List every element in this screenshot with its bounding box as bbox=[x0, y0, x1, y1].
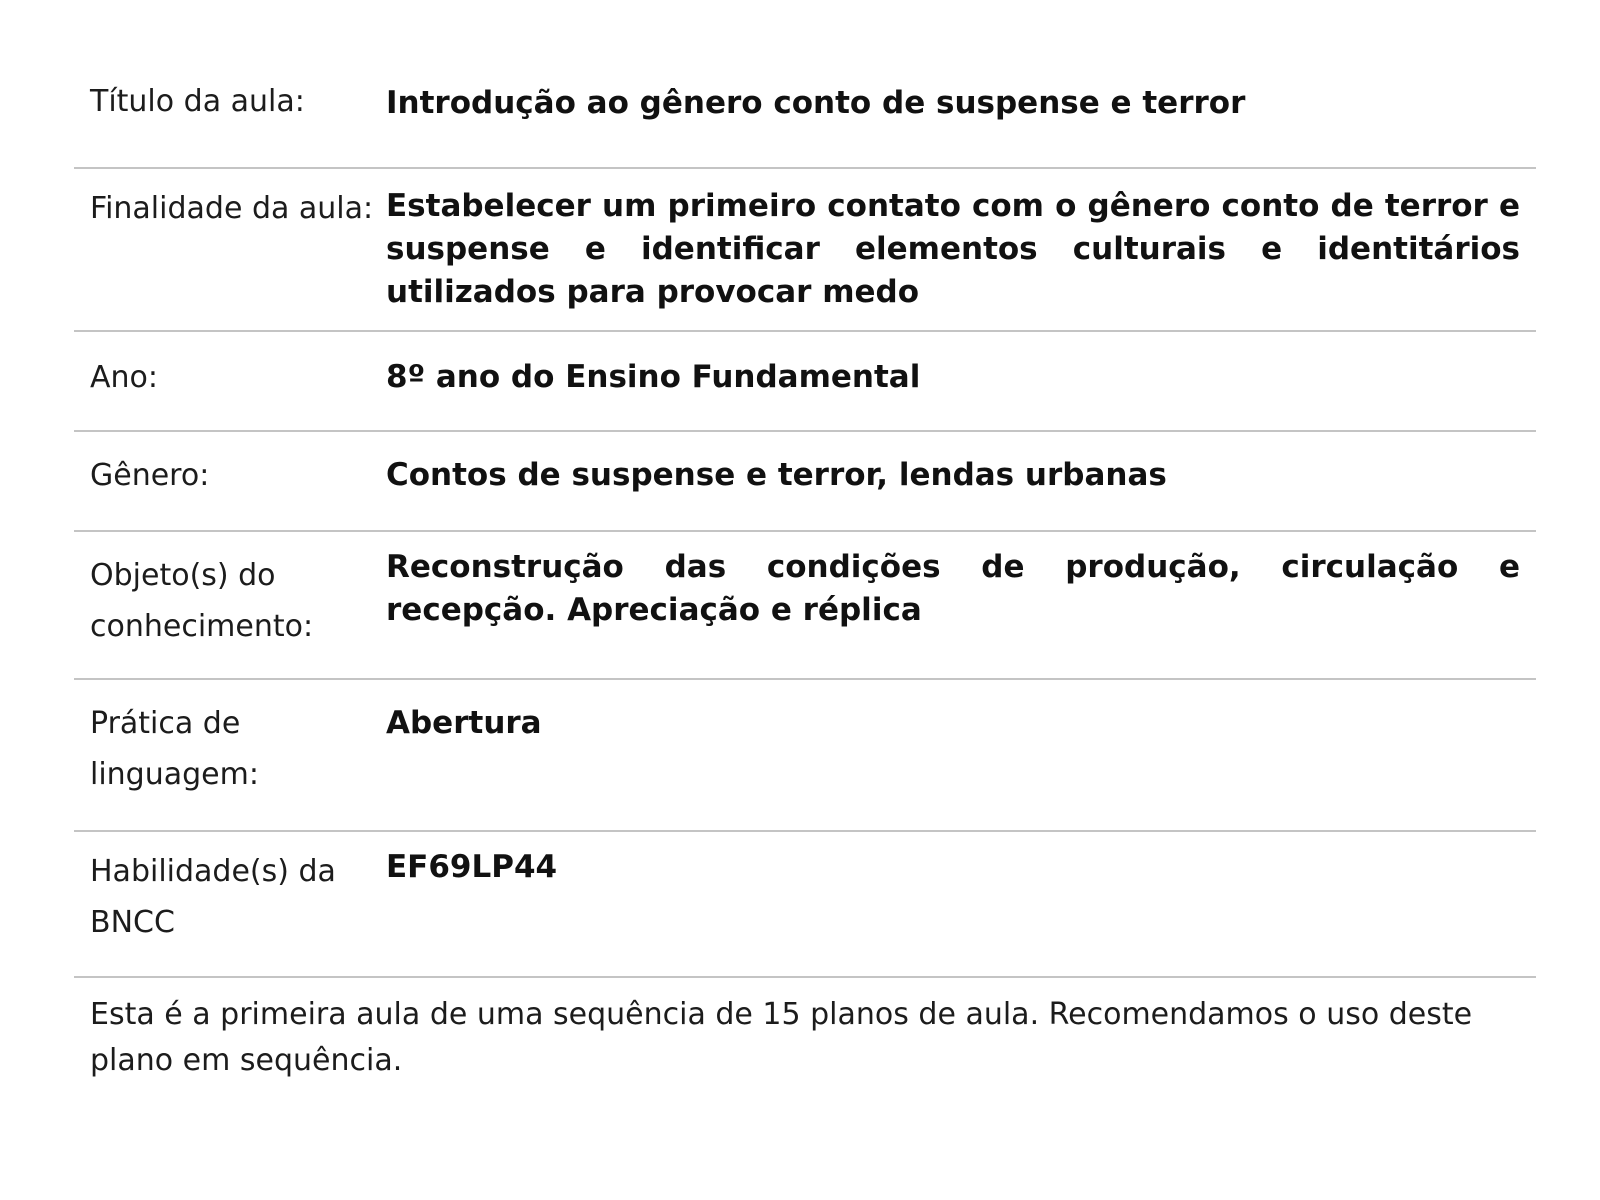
label-genero bbox=[74, 431, 386, 531]
table-row-pratica bbox=[74, 679, 1536, 831]
table-row-genero bbox=[74, 431, 1536, 531]
value-genero-text: Contos de suspense e terror, lendas urbanas bbox=[386, 457, 1167, 493]
value-titulo bbox=[386, 72, 1536, 168]
label-objeto-text: Objeto(s) do conhecimento: bbox=[90, 558, 314, 644]
value-objeto-text: Reconstrução das condições de produção, circulação e recepção. Apreciação e réplica bbox=[386, 549, 1520, 628]
label-ano-text: Ano: bbox=[90, 360, 158, 395]
value-ano bbox=[386, 331, 1536, 431]
value-ano-text: 8º ano do Ensino Fundamental bbox=[386, 359, 921, 395]
label-objeto bbox=[74, 531, 386, 679]
value-habilidade-text: EF69LP44 bbox=[386, 849, 558, 885]
label-habilidade-text: Habilidade(s) da BNCC bbox=[90, 854, 336, 940]
value-finalidade bbox=[386, 168, 1536, 331]
label-pratica-text: Prática de linguagem: bbox=[90, 706, 259, 792]
value-titulo-text: Introdução ao gênero conto de suspense e terror bbox=[386, 85, 1246, 121]
value-pratica bbox=[386, 679, 1536, 831]
label-genero-text: Gênero: bbox=[90, 458, 210, 493]
table-row-ano bbox=[74, 331, 1536, 431]
value-pratica-text: Abertura bbox=[386, 705, 542, 741]
label-titulo-text: Título da aula: bbox=[90, 84, 305, 119]
value-habilidade bbox=[386, 831, 1536, 977]
label-habilidade bbox=[74, 831, 386, 977]
lesson-info-table bbox=[74, 72, 1536, 978]
table-row-objeto bbox=[74, 531, 1536, 679]
value-finalidade-text: Estabelecer um primeiro contato com o gênero conto de terror e suspense e identificar elementos culturais e identitários utilizados para provocar medo bbox=[386, 188, 1520, 310]
table-row-habilidade bbox=[74, 831, 1536, 977]
table-row-finalidade bbox=[74, 168, 1536, 331]
label-titulo bbox=[74, 72, 386, 168]
table-row-titulo bbox=[74, 72, 1536, 168]
value-genero bbox=[386, 431, 1536, 531]
label-pratica bbox=[74, 679, 386, 831]
label-finalidade bbox=[74, 168, 386, 331]
value-objeto bbox=[386, 531, 1536, 679]
label-finalidade-text: Finalidade da aula: bbox=[90, 191, 374, 226]
sequence-note: Esta é a primeira aula de uma sequência de 15 planos de aula. Recomendamos o uso deste plano em sequência. bbox=[90, 997, 1473, 1078]
label-ano bbox=[74, 331, 386, 431]
